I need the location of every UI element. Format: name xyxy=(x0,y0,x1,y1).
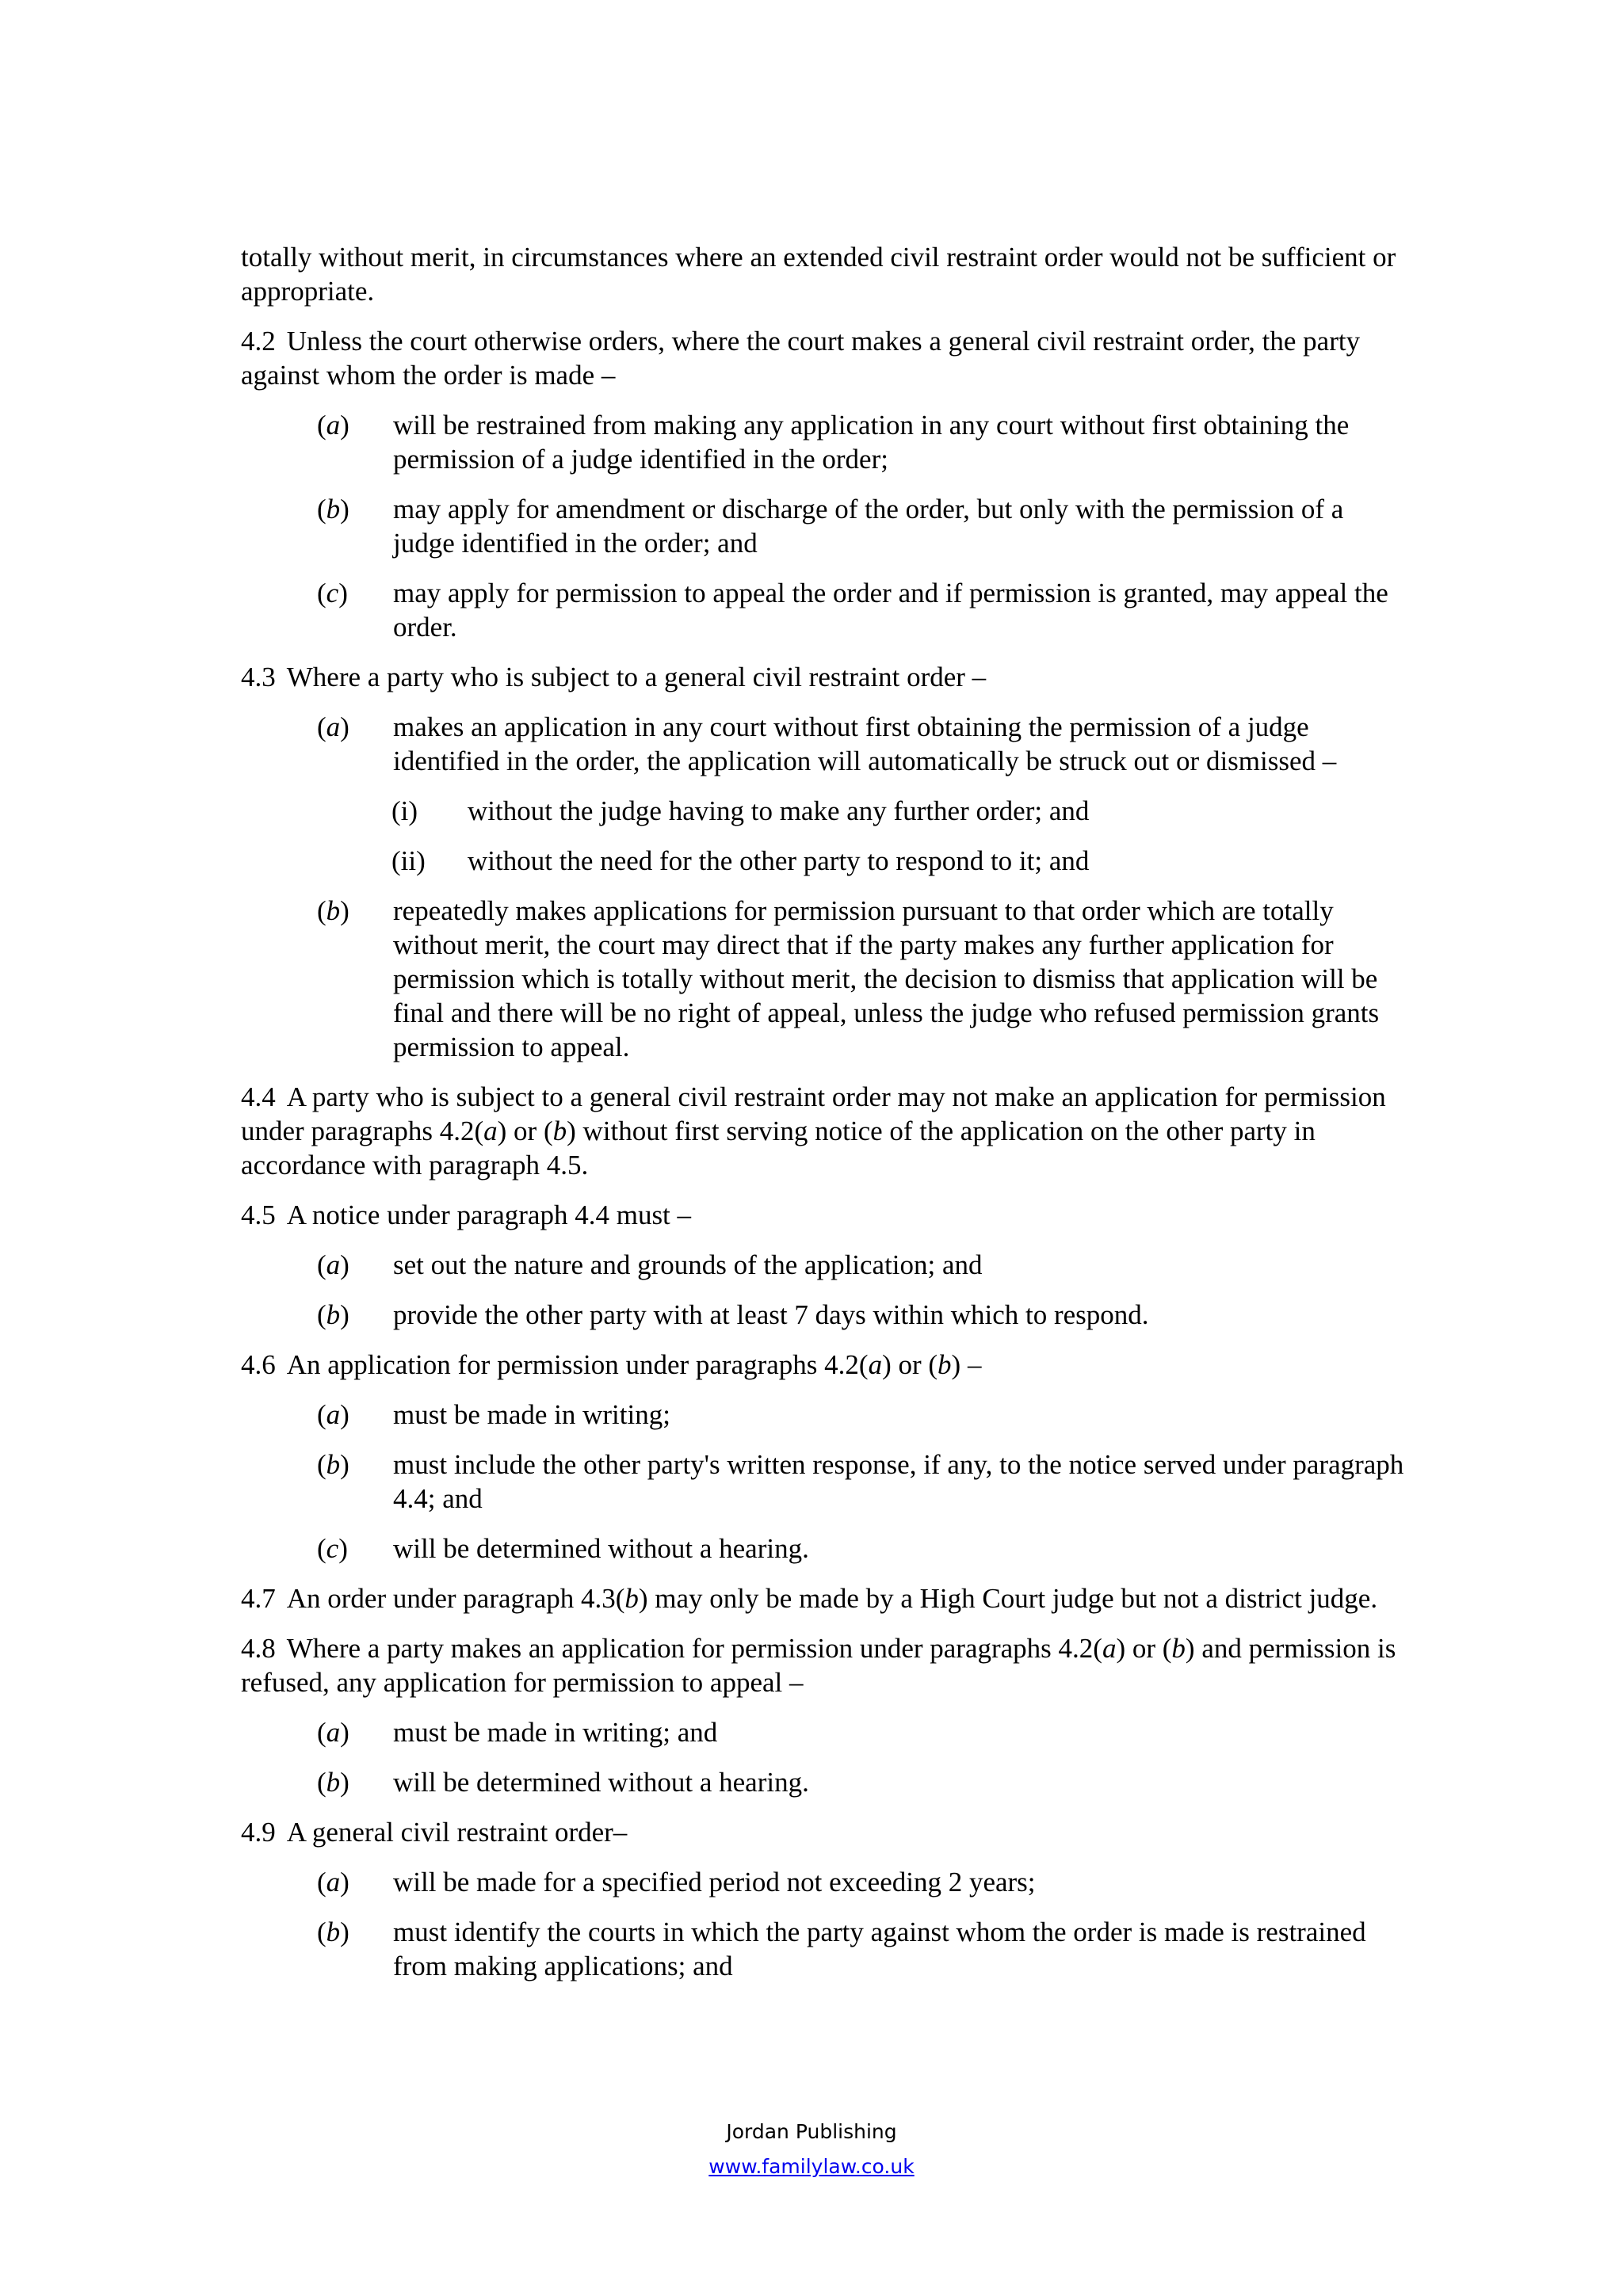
paragraph-continuation: totally without merit, in circumstances where an extended civil restraint order would not be sufficient or appropriate. xyxy=(241,242,1396,307)
paragraph-number: 4.6 xyxy=(241,1349,276,1380)
paragraph-number: 4.9 xyxy=(241,1817,276,1848)
sub-list-text: without the need for the other party to respond to it; and xyxy=(468,845,1090,876)
list-text: will be restrained from making any application in any court without first obtaining the permission of a judge identified in the order; xyxy=(393,410,1350,475)
list-text: makes an application in any court without first obtaining the permission of a judge identified in the order, the application will automatically be struck out or dismissed – xyxy=(393,711,1337,776)
paragraph-number: 4.7 xyxy=(241,1583,276,1614)
sub-list-text: without the judge having to make any further order; and xyxy=(468,795,1090,826)
paragraph-number: 4.5 xyxy=(241,1199,276,1230)
list-item xyxy=(241,894,1406,1064)
list-item xyxy=(241,1915,1406,1983)
sub-list-item xyxy=(241,794,1406,828)
paragraph-4-7: 4.7 An order under paragraph 4.3(b) may only be made by a High Court judge but not a district judge. xyxy=(241,1583,1378,1614)
list-label: (b) xyxy=(317,1917,349,1947)
sub-list-label: (ii) xyxy=(391,845,426,876)
list-label: (a) xyxy=(317,711,349,742)
list-text: will be made for a specified period not exceeding 2 years; xyxy=(393,1867,1036,1897)
list-label: (c) xyxy=(317,578,348,608)
paragraph-text: Unless the court otherwise orders, where the court makes a general civil restraint order, the party against whom the order is made – xyxy=(241,326,1361,391)
list-label: (b) xyxy=(317,895,349,926)
list-item xyxy=(241,1765,1406,1799)
list-item xyxy=(241,1531,1406,1566)
list-item xyxy=(241,1715,1406,1749)
list-item xyxy=(241,1398,1406,1432)
paragraph-4-2 xyxy=(241,324,1406,392)
paragraph-4-9 xyxy=(241,1815,1406,1849)
paragraph-4-4: 4.4 A party who is subject to a general civil restraint order may not make an application for permission under paragraphs 4.2(a) or (b) without first serving notice of the application on the other party in accordance with paragraph 4.5. xyxy=(241,1081,1386,1180)
paragraph-text: A notice under paragraph 4.4 must – xyxy=(286,1199,692,1230)
sub-list-item xyxy=(241,844,1406,878)
list-item xyxy=(241,576,1406,644)
paragraph-text: A general civil restraint order– xyxy=(286,1817,628,1848)
list-label: (a) xyxy=(317,1399,349,1430)
footer-link[interactable]: www.familylaw.co.uk xyxy=(708,2155,915,2178)
list-item xyxy=(241,1298,1406,1332)
paragraph-4-6: 4.6 An application for permission under paragraphs 4.2(a) or (b) – xyxy=(241,1349,982,1380)
list-item xyxy=(241,492,1406,560)
list-text: may apply for amendment or discharge of the order, but only with the permission of a judge identified in the order; and xyxy=(393,494,1344,559)
list-label: (b) xyxy=(317,494,349,524)
list-item xyxy=(241,1447,1406,1516)
list-item xyxy=(241,408,1406,476)
list-text: provide the other party with at least 7 days within which to respond. xyxy=(393,1299,1149,1330)
footer-url xyxy=(0,2155,1623,2178)
document-body xyxy=(241,240,1406,1999)
list-text: set out the nature and grounds of the application; and xyxy=(393,1249,983,1280)
list-label: (c) xyxy=(317,1533,348,1564)
list-label: (a) xyxy=(317,1867,349,1897)
paragraph-4-8: 4.8 Where a party makes an application for permission under paragraphs 4.2(a) or (b) and permission is refused, any application for permission to appeal – xyxy=(241,1633,1396,1698)
list-label: (b) xyxy=(317,1449,349,1480)
sub-list-label: (i) xyxy=(391,795,418,826)
paragraph-number: 4.4 xyxy=(241,1081,276,1112)
paragraph-number: 4.3 xyxy=(241,662,276,692)
paragraph-text: Where a party who is subject to a general civil restraint order – xyxy=(286,662,987,692)
paragraph-number: 4.2 xyxy=(241,326,276,357)
list-label: (b) xyxy=(317,1767,349,1798)
list-item xyxy=(241,1248,1406,1282)
paragraph-number: 4.8 xyxy=(241,1633,276,1664)
paragraph-4-5 xyxy=(241,1198,1406,1232)
list-text: will be determined without a hearing. xyxy=(393,1533,809,1564)
paragraph-4-3 xyxy=(241,660,1406,694)
list-text: must be made in writing; xyxy=(393,1399,670,1430)
list-text: must be made in writing; and xyxy=(393,1717,718,1748)
list-label: (b) xyxy=(317,1299,349,1330)
list-item xyxy=(241,710,1406,778)
list-label: (a) xyxy=(317,1717,349,1748)
list-text: must identify the courts in which the party against whom the order is made is restrained from making applications; and xyxy=(393,1917,1366,1981)
list-label: (a) xyxy=(317,410,349,441)
list-text: repeatedly makes applications for permission pursuant to that order which are totally without merit, the court may direct that if the party makes any further application for permission which is totally without merit, the decision to dismiss that application will be final and there will be no right of appeal, unless the judge who refused permission grants permission to appeal. xyxy=(393,895,1380,1062)
footer-publisher: Jordan Publishing xyxy=(726,2120,897,2143)
list-text: must include the other party's written response, if any, to the notice served under paragraph 4.4; and xyxy=(393,1449,1404,1514)
list-text: will be determined without a hearing. xyxy=(393,1767,809,1798)
list-item xyxy=(241,1865,1406,1899)
list-text: may apply for permission to appeal the order and if permission is granted, may appeal the order. xyxy=(393,578,1388,643)
list-label: (a) xyxy=(317,1249,349,1280)
